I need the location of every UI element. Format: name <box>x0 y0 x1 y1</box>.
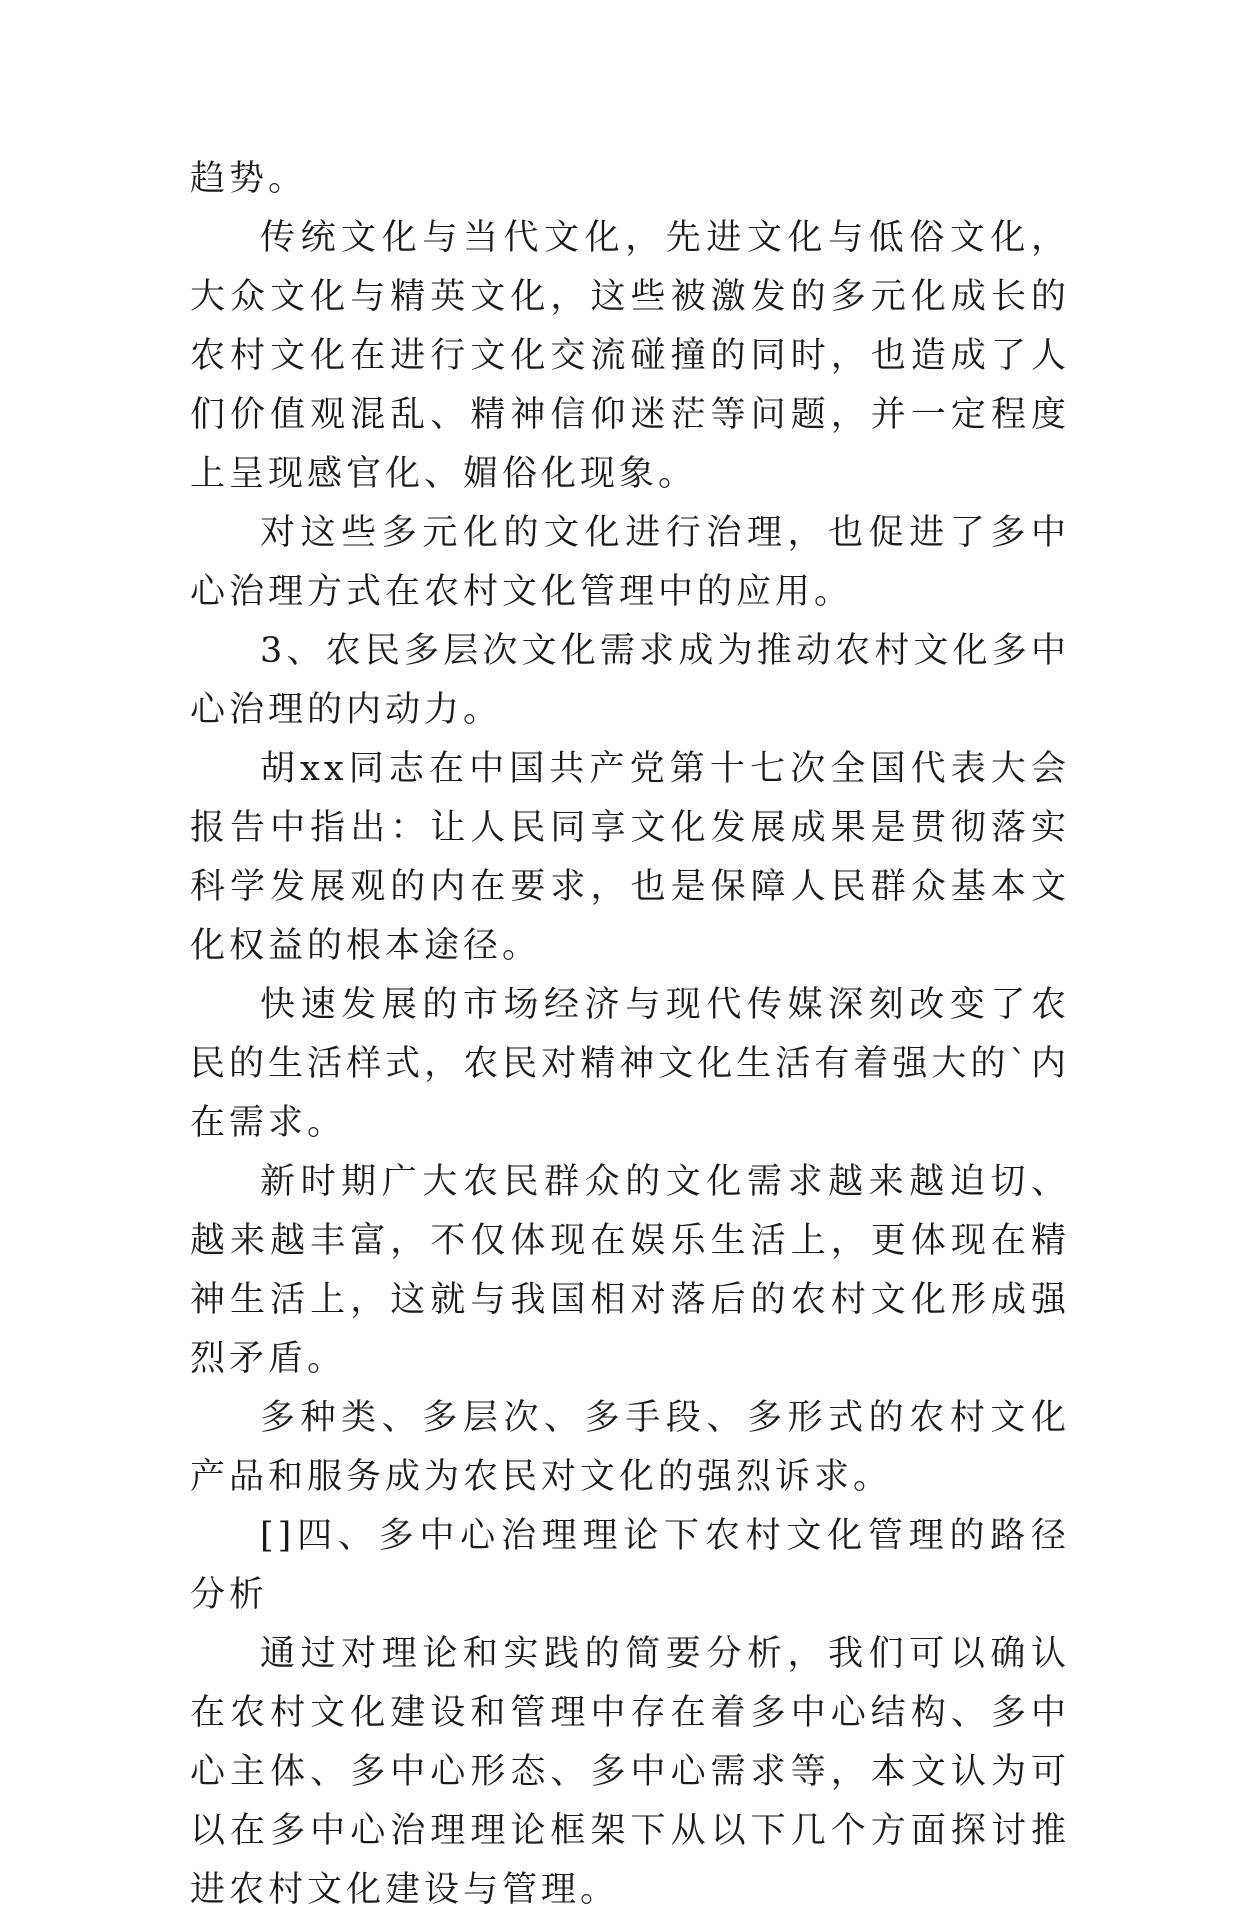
paragraph-market-economy: 快速发展的市场经济与现代传媒深刻改变了农民的生活样式，农民对精神文化生活有着强大的`内在需求。 <box>190 985 1070 1143</box>
paragraph-analysis: 通过对理论和实践的简要分析，我们可以确认在农村文化建设和管理中存在着多中心结构、多中心主体、多中心形态、多中心需求等，本文认为可以在多中心治理理论框架下从以下几个方面探讨推进农村文化建设与管理。 <box>190 1634 1070 1910</box>
document-body <box>190 150 1070 1920</box>
paragraph-culture-diversity: 传统文化与当代文化，先进文化与低俗文化，大众文化与精英文化，这些被激发的多元化成长的农村文化在进行文化交流碰撞的同时，也造成了人们价值观混乱、精神信仰迷茫等问题，并一定程度上呈现感官化、媚俗化现象。 <box>190 218 1070 494</box>
paragraph-cultural-products: 多种类、多层次、多手段、多形式的农村文化产品和服务成为农民对文化的强烈诉求。 <box>190 1398 1070 1497</box>
paragraph-report-quote: 胡xx同志在中国共产党第十七次全国代表大会报告中指出：让人民同享文化发展成果是贯彻落实科学发展观的内在要求，也是保障人民群众基本文化权益的根本途径。 <box>190 749 1070 966</box>
paragraph-continuation: 趋势。 <box>190 159 308 199</box>
paragraph-heading-demand: 3、农民多层次文化需求成为推动农村文化多中心治理的内动力。 <box>190 631 1070 730</box>
paragraph-section-heading: []四、多中心治理理论下农村文化管理的路径分析 <box>190 1516 1070 1615</box>
paragraph-governance-application: 对这些多元化的文化进行治理，也促进了多中心治理方式在农村文化管理中的应用。 <box>190 513 1070 612</box>
paragraph-new-era-demand: 新时期广大农民群众的文化需求越来越迫切、越来越丰富，不仅体现在娱乐生活上，更体现在精神生活上，这就与我国相对落后的农村文化形成强烈矛盾。 <box>190 1162 1070 1379</box>
